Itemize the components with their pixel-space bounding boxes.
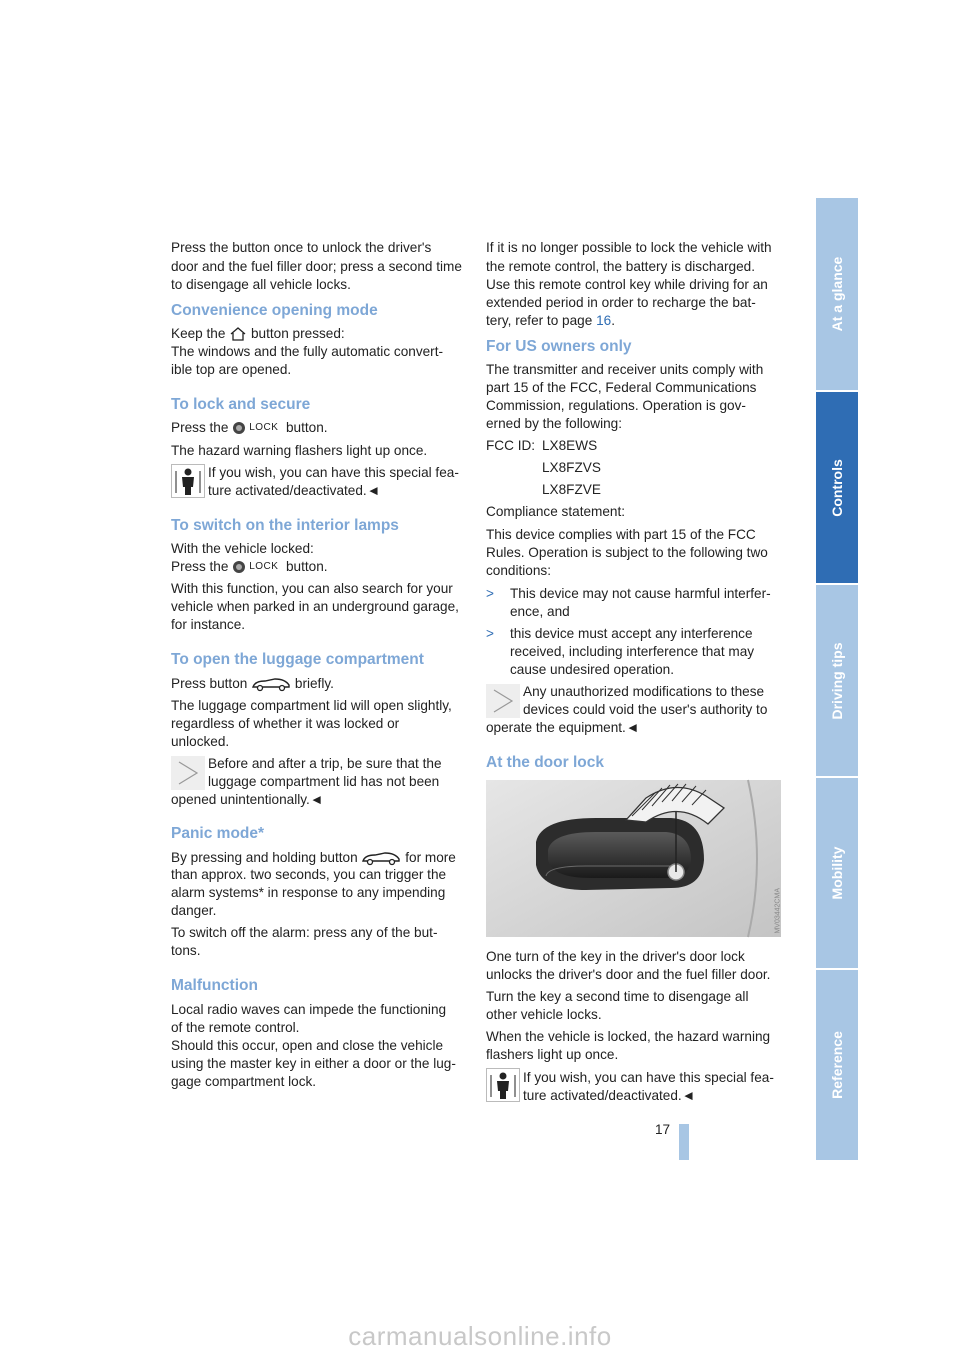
text-line: using the master key in either a door or the lug- bbox=[171, 1056, 456, 1071]
text-line: The luggage compartment lid will open slightly, bbox=[171, 698, 452, 713]
text-line: Compliance statement: bbox=[486, 504, 626, 519]
intro-line: to disengage all vehicle locks. bbox=[171, 277, 351, 292]
text-line bbox=[171, 558, 328, 576]
text: Press the bbox=[171, 420, 229, 435]
person-note-icon bbox=[171, 464, 205, 498]
note-text: Before and after a trip, be sure that the bbox=[208, 756, 442, 771]
bullet-marker: > bbox=[486, 626, 494, 641]
note-text: If you wish, you can have this special fea- bbox=[523, 1070, 774, 1085]
heading-convenience: Convenience opening mode bbox=[171, 302, 378, 319]
text-line: regardless of whether it was locked or bbox=[171, 716, 400, 731]
heading-us-owners: For US owners only bbox=[486, 338, 632, 355]
text-line: unlocked. bbox=[171, 734, 230, 749]
text-line: The hazard warning flashers light up once. bbox=[171, 443, 428, 458]
text-line: To switch off the alarm: press any of the but- bbox=[171, 925, 438, 940]
text-line: conditions: bbox=[486, 563, 551, 578]
sidebar-tab-reference[interactable] bbox=[816, 970, 858, 1160]
text-line: erned by the following: bbox=[486, 416, 623, 431]
note-text: opened unintentionally.◄ bbox=[171, 792, 324, 807]
bullet-text: this device must accept any interference bbox=[510, 626, 753, 641]
text-line: With this function, you can also search for your bbox=[171, 581, 453, 596]
note-text: ture activated/deactivated.◄ bbox=[208, 483, 381, 498]
image-code: MV03442CMA bbox=[775, 888, 782, 934]
text: . bbox=[611, 313, 615, 328]
door-lock-illustration bbox=[486, 780, 781, 937]
lock-label: LOCK bbox=[249, 422, 279, 434]
sidebar-tab-mobility[interactable] bbox=[816, 778, 858, 968]
text-line: other vehicle locks. bbox=[486, 1007, 602, 1022]
note-text: operate the equipment.◄ bbox=[486, 720, 640, 735]
text: Press button bbox=[171, 676, 248, 691]
page-link[interactable]: 16 bbox=[596, 313, 612, 328]
text-line: This device complies with part 15 of the FCC bbox=[486, 527, 756, 542]
text-line: alarm systems* in response to any impending bbox=[171, 885, 446, 900]
sidebar-tab-label: Driving tips bbox=[829, 641, 845, 720]
text-line: the remote control, the battery is discharged. bbox=[486, 259, 755, 274]
text-line: gage compartment lock. bbox=[171, 1074, 317, 1089]
intro-line: door and the fuel filler door; press a second time bbox=[171, 259, 462, 274]
note-text: luggage compartment lid has not been bbox=[208, 774, 440, 789]
text-line: of the remote control. bbox=[171, 1020, 300, 1035]
note-text: Any unauthorized modifications to these bbox=[523, 684, 765, 699]
text: By pressing and holding button bbox=[171, 850, 358, 865]
car-trunk-icon bbox=[361, 850, 401, 866]
text-line: Turn the key a second time to disengage all bbox=[486, 989, 749, 1004]
text-line: With the vehicle locked: bbox=[171, 541, 314, 556]
house-icon bbox=[229, 326, 247, 342]
watermark: carmanualsonline.info bbox=[348, 1321, 612, 1351]
text: Press the bbox=[171, 559, 229, 574]
lock-label: LOCK bbox=[249, 561, 279, 573]
sidebar-tab-label: Reference bbox=[829, 1031, 845, 1099]
sidebar-tab-label: Mobility bbox=[829, 846, 845, 900]
sidebar-tab-label: At a glance bbox=[829, 256, 845, 332]
text-line: Should this occur, open and close the vehicle bbox=[171, 1038, 444, 1053]
text-line: than approx. two seconds, you can trigger the bbox=[171, 867, 447, 882]
text: button pressed: bbox=[250, 326, 345, 341]
text-line: tons. bbox=[171, 943, 201, 958]
text-line: danger. bbox=[171, 903, 217, 918]
heading-door-lock: At the door lock bbox=[486, 754, 604, 771]
page-number: 17 bbox=[655, 1122, 671, 1137]
sidebar-tab-controls[interactable] bbox=[816, 392, 858, 583]
heading-interior-lamps: To switch on the interior lamps bbox=[171, 517, 399, 534]
warning-triangle-icon bbox=[486, 684, 520, 718]
note-text: If you wish, you can have this special fea- bbox=[208, 465, 459, 480]
heading-luggage: To open the luggage compartment bbox=[171, 651, 424, 668]
bullet-marker: > bbox=[486, 586, 494, 601]
text-line: If it is no longer possible to lock the vehicle with bbox=[486, 240, 772, 255]
heading-panic: Panic mode* bbox=[171, 825, 265, 842]
text-line: unlocks the driver's door and the fuel filler door. bbox=[486, 967, 771, 982]
text-line: Commission, regulations. Operation is gov- bbox=[486, 398, 746, 413]
text-line: One turn of the key in the driver's door lock bbox=[486, 949, 745, 964]
lock-button-icon bbox=[232, 560, 282, 574]
text: Keep the bbox=[171, 326, 226, 341]
bullet-text: ence, and bbox=[510, 604, 570, 619]
text-line: Local radio waves can impede the functioning bbox=[171, 1002, 447, 1017]
text-line: for instance. bbox=[171, 617, 246, 632]
fcc-id: LX8EWS bbox=[542, 438, 598, 453]
heading-lock: To lock and secure bbox=[171, 396, 311, 413]
note-text: devices could void the user's authority to bbox=[523, 702, 768, 717]
text-line: part 15 of the FCC, Federal Communications bbox=[486, 380, 757, 395]
text-line: The transmitter and receiver units comply with bbox=[486, 362, 764, 377]
text-line: flashers light up once. bbox=[486, 1047, 619, 1062]
heading-malfunction: Malfunction bbox=[171, 977, 258, 994]
text-line: When the vehicle is locked, the hazard warning bbox=[486, 1029, 771, 1044]
intro-line: Press the button once to unlock the driver's bbox=[171, 240, 432, 255]
sidebar-tab-driving-tips[interactable] bbox=[816, 585, 858, 776]
fcc-id: LX8FZVS bbox=[542, 460, 601, 475]
text: for more bbox=[405, 850, 456, 865]
text: button. bbox=[285, 559, 328, 574]
note-text: ture activated/deactivated.◄ bbox=[523, 1088, 696, 1103]
warning-triangle-icon bbox=[171, 756, 205, 790]
sidebar-tab-label: Controls bbox=[829, 458, 845, 517]
bullet-text: cause undesired operation. bbox=[510, 662, 674, 677]
person-note-icon bbox=[486, 1068, 520, 1102]
page-marker bbox=[679, 1124, 689, 1160]
bullet-text: received, including interference that may bbox=[510, 644, 755, 659]
bullet-text: This device may not cause harmful interfer- bbox=[510, 586, 771, 601]
fcc-id: LX8FZVE bbox=[542, 482, 601, 497]
text-line: Rules. Operation is subject to the following two bbox=[486, 545, 768, 560]
lock-button-icon bbox=[232, 421, 282, 435]
text-line: The windows and the fully automatic convert- bbox=[171, 344, 444, 359]
text-line bbox=[486, 312, 615, 330]
text: button. bbox=[285, 420, 328, 435]
sidebar-tab-at-a-glance[interactable] bbox=[816, 198, 858, 390]
text-line: ible top are opened. bbox=[171, 362, 292, 377]
text-line bbox=[171, 325, 345, 343]
text-line bbox=[171, 675, 334, 693]
text-line: extended period in order to recharge the bat- bbox=[486, 295, 756, 310]
text-line bbox=[171, 419, 328, 437]
text-line: Use this remote control key while driving for an bbox=[486, 277, 768, 292]
text-line bbox=[171, 849, 456, 867]
fcc-label: FCC ID: bbox=[486, 438, 536, 453]
text: briefly. bbox=[294, 676, 334, 691]
car-trunk-icon bbox=[251, 676, 291, 692]
text-line: vehicle when parked in an underground garage, bbox=[171, 599, 459, 614]
text: tery, refer to page bbox=[486, 313, 593, 328]
